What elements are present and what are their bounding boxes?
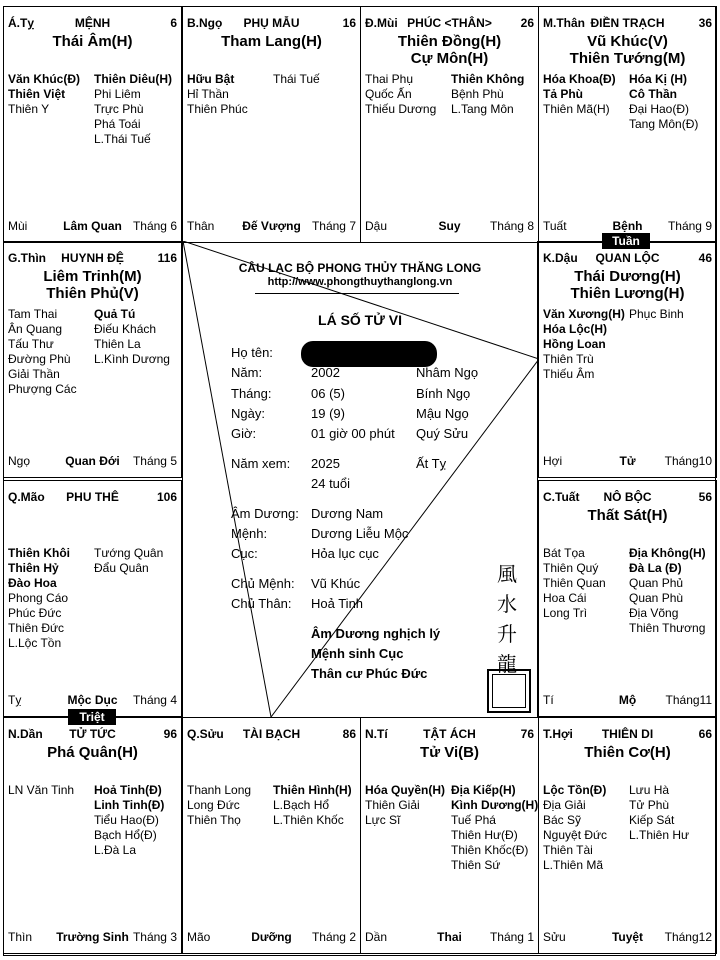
life-stage-label: Bệnh xyxy=(612,219,643,233)
life-stage-label: Đế Vượng xyxy=(242,219,301,233)
hour-label: Giờ: xyxy=(231,426,257,441)
minor-star: Thiên Y xyxy=(8,102,50,116)
minor-star: Bác Sỹ xyxy=(543,813,582,827)
palace-header xyxy=(365,16,534,32)
note-am-duong: Âm Dương nghịch lý xyxy=(311,626,441,641)
palace-dien-trach xyxy=(538,6,717,243)
minor-star: Lưu Hà xyxy=(629,783,670,797)
left-star-list xyxy=(365,783,445,828)
main-star: Thiên Cơ(H) xyxy=(584,744,671,761)
right-star-list xyxy=(94,307,170,367)
minor-star: L.Bạch Hổ xyxy=(273,798,330,812)
branch-label: Hợi xyxy=(543,454,563,468)
minor-star: Hoa Cái xyxy=(543,591,587,605)
palace-age-number: 116 xyxy=(157,251,177,265)
branch-label: Tuất xyxy=(543,219,567,233)
right-star-list xyxy=(94,546,163,576)
seal-char: 龍 xyxy=(497,652,517,676)
branch-label: Tỵ xyxy=(8,693,22,707)
main-star: Tham Lang(H) xyxy=(221,33,322,50)
life-stage-label: Dưỡng xyxy=(251,930,292,944)
seal-char: 升 xyxy=(497,622,517,646)
palace-header xyxy=(365,727,534,743)
palace-name: PHỤ MẪU xyxy=(243,16,300,30)
palace-tai-bach xyxy=(182,717,361,954)
branch-label: Dậu xyxy=(365,219,388,233)
day-can: Mậu Ngọ xyxy=(416,406,469,421)
palace-footer xyxy=(8,219,177,234)
palace-position: N.Dần xyxy=(8,727,43,741)
palace-position: Q.Mão xyxy=(8,490,45,504)
minor-star: Tấu Thư xyxy=(8,337,54,351)
minor-star: Hóa Kị (H) xyxy=(629,72,687,86)
minor-star: Thiên Giải xyxy=(365,798,420,812)
minor-star: Hỉ Thần xyxy=(187,87,229,101)
minor-star: Địa Võng xyxy=(629,606,679,620)
life-stage-label: Lâm Quan xyxy=(63,219,122,233)
minor-star: Lộc Tồn(Đ) xyxy=(543,783,607,797)
branch-label: Ngọ xyxy=(8,454,31,468)
palace-position: K.Dậu xyxy=(543,251,578,265)
palace-header xyxy=(543,490,712,506)
menh-label: Mệnh: xyxy=(231,526,268,541)
left-star-list xyxy=(365,72,436,117)
note-menh-cuc: Mệnh sinh Cục xyxy=(311,646,404,661)
palace-footer xyxy=(543,454,712,469)
red-stamp-seal xyxy=(487,669,531,713)
palace-age-number: 56 xyxy=(698,490,712,504)
amduong-label: Âm Dương: xyxy=(231,506,299,521)
palace-position: Á.Tỵ xyxy=(8,16,35,30)
palace-footer xyxy=(187,930,356,945)
minor-star: Trực Phù xyxy=(94,102,144,116)
minor-star: Giải Thần xyxy=(8,367,60,381)
month-label: Tháng12 xyxy=(664,930,712,944)
branch-label: Tí xyxy=(543,693,554,707)
chu-menh-value: Vũ Khúc xyxy=(311,576,361,591)
month-label: Tháng11 xyxy=(665,693,712,707)
minor-star: Đẩu Quân xyxy=(94,561,149,575)
minor-star: L.Đà La xyxy=(94,843,137,857)
month-label: Tháng 7 xyxy=(311,219,356,233)
minor-star: Quốc Ấn xyxy=(365,87,412,101)
day-value: 19 (9) xyxy=(311,406,345,421)
palace-position: M.Thân xyxy=(543,16,585,30)
main-stars xyxy=(539,507,716,524)
minor-star: Phượng Các xyxy=(8,382,77,396)
minor-star: Nguyệt Đức xyxy=(543,828,608,842)
main-stars xyxy=(4,744,181,761)
main-stars xyxy=(539,268,716,302)
note-than-cu: Thân cư Phúc Đức xyxy=(311,666,428,681)
seal-char: 水 xyxy=(497,592,517,616)
minor-star: L.Thiên Mã xyxy=(543,858,604,872)
minor-star: Thiên Thương xyxy=(629,621,706,635)
minor-star: Tử Phù xyxy=(629,798,670,812)
palace-position: T.Hợi xyxy=(543,727,573,741)
left-star-list xyxy=(543,783,607,873)
life-stage-label: Thai xyxy=(437,930,462,944)
palace-position: Đ.Mùi xyxy=(365,16,398,30)
palace-name: MỆNH xyxy=(74,16,111,30)
view-year-label: Năm xem: xyxy=(231,456,291,471)
minor-star: Đào Hoa xyxy=(8,576,57,590)
palace-footer xyxy=(8,693,177,708)
palace-name: TỬ TỨC xyxy=(69,727,116,741)
life-stage-label: Quan Đới xyxy=(65,454,120,468)
right-star-list xyxy=(273,72,320,87)
palace-header xyxy=(8,727,177,743)
month-label: Tháng: xyxy=(231,386,272,401)
minor-star: Ân Quang xyxy=(8,322,63,336)
minor-star: Thiếu Âm xyxy=(543,367,595,381)
minor-star: Phục Binh xyxy=(629,307,684,321)
branch-label: Sửu xyxy=(543,930,566,944)
palace-tu-tuc xyxy=(3,717,182,954)
minor-star: Cô Thần xyxy=(629,87,677,101)
month-label: Tháng10 xyxy=(664,454,712,468)
left-star-list xyxy=(8,546,70,651)
palace-age-number: 86 xyxy=(342,727,356,741)
minor-star: Lực Sĩ xyxy=(365,813,401,827)
age: 24 tuổi xyxy=(311,476,351,491)
main-star: Cự Môn(H) xyxy=(410,50,489,67)
triet-tag: Triệt xyxy=(68,709,116,725)
palace-footer xyxy=(365,930,534,945)
left-star-list xyxy=(543,546,606,621)
minor-star: LN Văn Tinh xyxy=(8,783,75,797)
palace-age-number: 106 xyxy=(156,490,177,504)
palace-position: Q.Sửu xyxy=(187,727,224,741)
view-year-value: 2025 xyxy=(311,456,340,471)
left-star-list xyxy=(187,783,251,828)
life-stage-label: Trường Sinh xyxy=(56,930,129,944)
left-star-list xyxy=(543,307,625,382)
right-star-list xyxy=(273,783,352,828)
palace-position: G.Thìn xyxy=(8,251,46,265)
month-label: Tháng 2 xyxy=(311,930,356,944)
main-star: Thái Dương(H) xyxy=(574,268,681,285)
palace-thien-di xyxy=(538,717,717,954)
minor-star: Đường Phù xyxy=(8,352,71,366)
chu-menh-label: Chủ Mệnh: xyxy=(231,576,295,591)
right-star-list xyxy=(629,307,684,322)
minor-star: Quả Tú xyxy=(94,307,136,321)
branch-label: Dần xyxy=(365,930,388,944)
palace-position: C.Tuất xyxy=(543,490,580,504)
minor-star: Bạch Hổ(Đ) xyxy=(94,828,157,842)
minor-star: Thiên Đức xyxy=(8,621,65,635)
menh-value: Dương Liễu Mộc xyxy=(311,526,409,541)
main-stars xyxy=(4,268,181,302)
palace-position: N.Tí xyxy=(365,727,388,741)
minor-star: Tang Môn(Đ) xyxy=(629,117,699,131)
palace-header xyxy=(8,490,177,506)
minor-star: Thiên Mã(H) xyxy=(543,102,610,116)
left-star-list xyxy=(8,307,77,397)
palace-header xyxy=(8,16,177,32)
life-stage-label: Mộc Dục xyxy=(67,693,118,707)
minor-star: Địa Giải xyxy=(543,798,586,812)
minor-star: Hữu Bật xyxy=(187,72,235,86)
minor-star: Văn Xương(H) xyxy=(543,307,625,321)
month-label: Tháng 6 xyxy=(132,219,177,233)
minor-star: Tam Thai xyxy=(8,307,58,321)
main-star: Thiên Phủ(V) xyxy=(46,285,139,302)
palace-footer xyxy=(8,454,177,469)
hour-value: 01 giờ 00 phút xyxy=(311,426,395,441)
minor-star: L.Lộc Tồn xyxy=(8,636,62,650)
main-star: Vũ Khúc(V) xyxy=(587,33,668,50)
palace-age-number: 6 xyxy=(170,16,177,30)
main-star: Liêm Trinh(M) xyxy=(43,268,142,285)
amduong-value: Dương Nam xyxy=(311,506,384,521)
seal-char: 風 xyxy=(497,562,517,586)
life-stage-label: Mộ xyxy=(618,693,637,707)
main-star: Thiên Lương(H) xyxy=(570,285,685,302)
palace-phuc xyxy=(360,6,539,243)
palace-position: B.Ngọ xyxy=(187,16,223,30)
palace-footer xyxy=(543,693,712,708)
minor-star: Tả Phù xyxy=(543,87,584,101)
minor-star: Điếu Khách xyxy=(94,322,157,336)
minor-star: Thiên Hỷ xyxy=(8,561,59,575)
right-star-list xyxy=(451,72,524,117)
palace-quan-loc xyxy=(538,241,717,478)
main-stars xyxy=(539,744,716,761)
palace-footer xyxy=(187,219,356,234)
palace-huynh-de xyxy=(3,241,182,478)
minor-star: Thanh Long xyxy=(187,783,252,797)
minor-star: Kình Dương(H) xyxy=(451,798,539,812)
palace-header xyxy=(543,251,712,267)
month-label: Tháng 3 xyxy=(132,930,177,944)
minor-star: Văn Khúc(Đ) xyxy=(8,72,80,86)
branch-label: Mùi xyxy=(8,219,28,233)
minor-star: Phong Cáo xyxy=(8,591,69,605)
right-star-list xyxy=(629,783,689,843)
chart-title: LÁ SỐ TỬ VI xyxy=(318,312,402,328)
left-star-list xyxy=(8,72,80,117)
left-star-list xyxy=(543,72,616,117)
minor-star: Thiên La xyxy=(94,337,141,351)
main-stars xyxy=(4,33,181,50)
palace-header xyxy=(8,251,177,267)
main-star: Tử Vi(B) xyxy=(420,744,479,761)
minor-star: Phúc Đức xyxy=(8,606,62,620)
life-stage-label: Tuyệt xyxy=(611,930,644,944)
palace-name: HUYNH ĐỆ xyxy=(61,251,124,265)
palace-age-number: 96 xyxy=(163,727,177,741)
minor-star: Địa Không(H) xyxy=(629,546,706,560)
minor-star: Thiên Quan xyxy=(543,576,606,590)
palace-menh xyxy=(3,6,182,243)
minor-star: Long Đức xyxy=(187,798,240,812)
minor-star: L.Thiên Khốc xyxy=(273,813,344,827)
minor-star: Thiên Khốc(Đ) xyxy=(451,843,529,857)
minor-star: Kiếp Sát xyxy=(629,813,675,827)
minor-star: Thiên Không xyxy=(451,72,525,86)
view-year-can: Ất Tỵ xyxy=(416,456,447,471)
life-stage-label: Tử xyxy=(619,454,636,468)
palace-age-number: 76 xyxy=(520,727,534,741)
name-label: Họ tên: xyxy=(231,345,273,360)
main-star: Thái Âm(H) xyxy=(52,33,133,50)
palace-age-number: 26 xyxy=(520,16,534,30)
minor-star: Thai Phụ xyxy=(365,72,414,86)
minor-star: Thiên Hình(H) xyxy=(273,783,352,797)
minor-star: Hóa Quyền(H) xyxy=(365,783,446,797)
palace-footer xyxy=(365,219,534,234)
main-stars xyxy=(183,33,360,50)
minor-star: Thiên Quý xyxy=(543,561,599,575)
minor-star: Địa Kiếp(H) xyxy=(451,783,516,797)
minor-star: L.Thiên Hư xyxy=(629,828,690,842)
club-name: CÂU LẠC BỘ PHONG THỦY THĂNG LONG xyxy=(238,261,482,275)
minor-star: Tuế Phá xyxy=(451,813,496,827)
tuan-tag: Tuần xyxy=(602,233,650,249)
main-star: Thiên Đồng(H) xyxy=(397,33,502,50)
palace-name: PHU THÊ xyxy=(66,490,119,504)
palace-header xyxy=(543,16,712,32)
palace-footer xyxy=(543,219,712,234)
palace-header xyxy=(187,727,356,743)
right-star-list xyxy=(94,72,172,147)
hour-can: Quý Sửu xyxy=(416,426,469,441)
day-label: Ngày: xyxy=(231,406,265,421)
branch-label: Thân xyxy=(187,219,215,233)
chu-than-label: Chủ Thân: xyxy=(231,596,292,611)
branch-label: Thìn xyxy=(8,930,33,944)
month-label: Tháng 9 xyxy=(667,219,712,233)
minor-star: Đại Hao(Đ) xyxy=(629,102,690,116)
chu-than-value: Hoả Tinh xyxy=(311,596,364,611)
left-star-list xyxy=(187,72,248,117)
minor-star: Thiên Khôi xyxy=(8,546,70,560)
minor-star: Quan Phủ xyxy=(629,576,684,590)
life-stage-label: Suy xyxy=(438,219,461,233)
main-star: Thiên Tướng(M) xyxy=(569,50,686,67)
left-star-list xyxy=(8,783,74,798)
month-label: Tháng 5 xyxy=(132,454,177,468)
year-label: Năm: xyxy=(231,365,263,380)
minor-star: Thiên Diêu(H) xyxy=(94,72,172,86)
main-stars xyxy=(539,33,716,67)
minor-star: Thiên Tài xyxy=(543,843,593,857)
right-star-list xyxy=(629,546,706,636)
minor-star: Linh Tinh(Đ) xyxy=(94,798,165,812)
branch-label: Mão xyxy=(187,930,211,944)
year-value: 2002 xyxy=(311,365,340,380)
minor-star: Hồng Loan xyxy=(543,337,606,351)
center-panel xyxy=(182,241,538,717)
main-star: Phá Quân(H) xyxy=(47,744,138,761)
palace-footer xyxy=(543,930,712,945)
minor-star: Tiểu Hao(Đ) xyxy=(94,813,159,827)
palace-age-number: 16 xyxy=(342,16,356,30)
palace-no-boc xyxy=(538,480,717,717)
cuc-value: Hỏa lục cục xyxy=(311,546,379,561)
minor-star: Tướng Quân xyxy=(94,546,164,560)
minor-star: Thiên Sứ xyxy=(451,858,501,872)
minor-star: Thiên Hư(Đ) xyxy=(451,828,518,842)
palace-header xyxy=(187,16,356,32)
minor-star: Phá Toái xyxy=(94,117,141,131)
minor-star: Thiên Trù xyxy=(543,352,594,366)
minor-star: L.Tang Môn xyxy=(451,102,514,116)
month-label: Tháng 4 xyxy=(132,693,177,707)
month-label: Tháng 1 xyxy=(489,930,534,944)
palace-age-number: 66 xyxy=(698,727,712,741)
right-star-list xyxy=(94,783,164,858)
minor-star: Hóa Khoa(Đ) xyxy=(543,72,616,86)
palace-name: THIÊN DI xyxy=(601,727,654,741)
redacted-name xyxy=(301,341,437,367)
month-label: Tháng 8 xyxy=(489,219,534,233)
minor-star: Bát Tọa xyxy=(543,546,585,560)
minor-star: L.Kình Dương xyxy=(94,352,170,366)
palace-tat-ach xyxy=(360,717,539,954)
palace-phu-mau xyxy=(182,6,361,243)
main-stars xyxy=(361,744,538,761)
minor-star: Thái Tuế xyxy=(273,72,320,86)
palace-name: TÀI BẠCH xyxy=(242,727,301,741)
minor-star: Quan Phù xyxy=(629,591,684,605)
cuc-label: Cục: xyxy=(231,546,258,561)
minor-star: Long Trì xyxy=(543,606,588,620)
minor-star: Thiên Thọ xyxy=(187,813,241,827)
minor-star: Hoả Tinh(Đ) xyxy=(94,783,162,797)
club-url[interactable]: http://www.phongthuythanglong.vn xyxy=(267,276,453,288)
minor-star: Phi Liêm xyxy=(94,87,141,101)
main-stars xyxy=(361,33,538,67)
month-can: Bính Ngọ xyxy=(416,386,471,401)
palace-header xyxy=(543,727,712,743)
right-star-list xyxy=(629,72,698,132)
month-value: 06 (5) xyxy=(311,386,345,401)
palace-phu-the xyxy=(3,480,182,717)
minor-star: L.Thái Tuế xyxy=(94,132,151,146)
palace-age-number: 36 xyxy=(698,16,712,30)
minor-star: Hóa Lộc(H) xyxy=(543,322,607,336)
palace-name: TẬT ÁCH xyxy=(423,727,476,741)
minor-star: Đà La (Đ) xyxy=(629,561,682,575)
palace-age-number: 46 xyxy=(698,251,712,265)
palace-name: NÔ BỘC xyxy=(603,490,652,504)
url-underline xyxy=(255,293,459,294)
minor-star: Thiên Phúc xyxy=(187,102,248,116)
palace-name: ĐIỀN TRẠCH xyxy=(590,16,665,30)
palace-footer xyxy=(8,930,177,945)
right-star-list xyxy=(451,783,538,873)
minor-star: Thiếu Dương xyxy=(365,102,437,116)
main-star: Thất Sát(H) xyxy=(587,507,668,524)
palace-name: QUAN LỘC xyxy=(595,251,660,265)
year-can: Nhâm Ngọ xyxy=(416,365,479,380)
minor-star: Thiên Việt xyxy=(8,87,66,101)
minor-star: Bệnh Phù xyxy=(451,87,504,101)
palace-name: PHÚC <THÂN> xyxy=(407,16,492,30)
